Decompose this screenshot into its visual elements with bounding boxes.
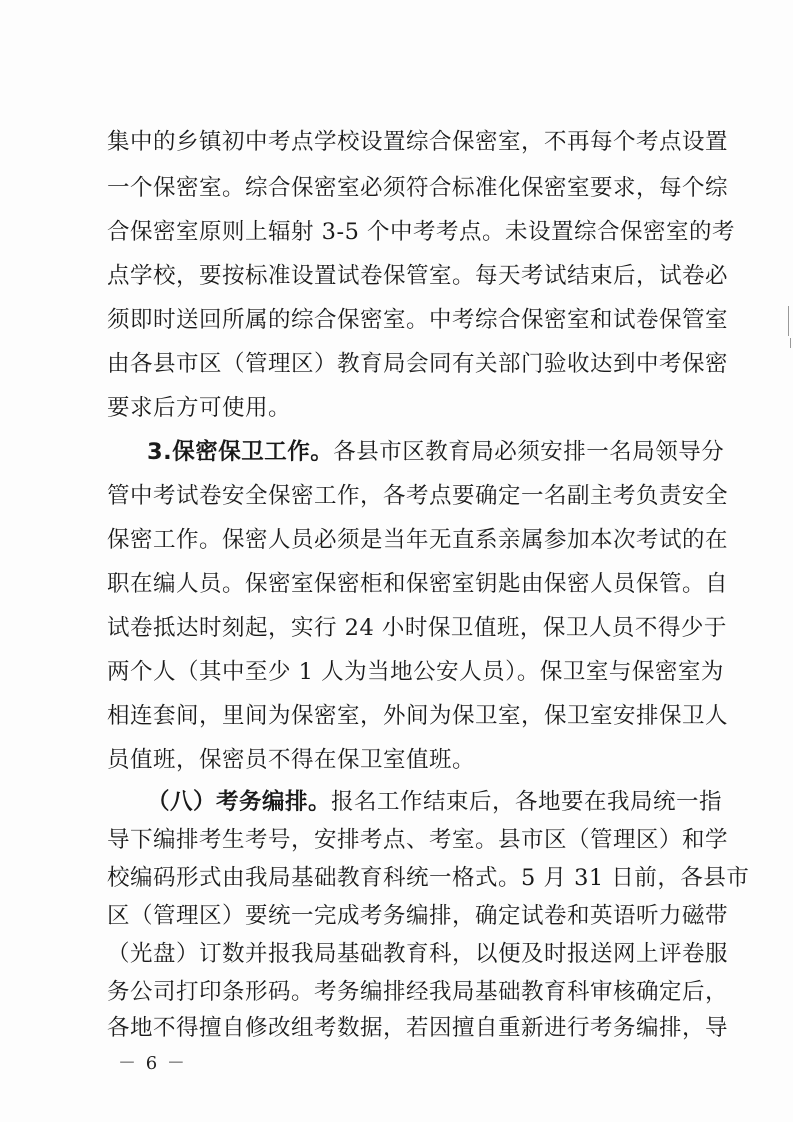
text-line-8: 各县市区教育局必须安排一名局领导分 bbox=[333, 439, 725, 465]
text-line-2: 一个保密室。综合保密室必须符合标准化保密室要求，每个综 bbox=[107, 175, 729, 201]
text-line-14: 相连套间，里间为保密室，外间为保卫室，保卫室安排保卫人 bbox=[107, 703, 729, 729]
text-line-3: 合保密室原则上辐射 3-5 个中考考点。未设置综合保密室的考 bbox=[107, 219, 736, 245]
scan-edge-mark-2 bbox=[790, 338, 791, 348]
text-line-22: 各地不得擅自修改组考数据，若因擅自重新进行考务编排，导 bbox=[107, 1015, 729, 1041]
text-line-19: 区（管理区）要统一完成考务编排，确定试卷和英语听力磁带 bbox=[107, 903, 729, 929]
text-line-9: 管中考试卷安全保密工作，各考点要确定一名副主考负责安全 bbox=[107, 483, 729, 509]
text-line-5: 须即时送回所属的综合保密室。中考综合保密室和试卷保管室 bbox=[107, 307, 729, 333]
text-line-6: 由各县市区（管理区）教育局会同有关部门验收达到中考保密 bbox=[107, 351, 729, 377]
section-heading-line-security bbox=[147, 434, 725, 470]
text-line-4: 点学校，要按标准设置试卷保管室。每天考试结束后，试卷必 bbox=[107, 263, 729, 289]
text-line-7: 要求后方可使用。 bbox=[107, 395, 292, 421]
text-line-15: 员值班，保密员不得在保卫室值班。 bbox=[107, 747, 476, 773]
text-line-16: 报名工作结束后，各地要在我局统一指 bbox=[331, 789, 723, 815]
text-line-11: 职在编人员。保密室保密柜和保密室钥匙由保密人员保管。自 bbox=[107, 571, 729, 597]
text-line-13: 两个人（其中至少 1 人为当地公安人员）。保卫室与保密室为 bbox=[107, 659, 724, 685]
text-line-20: （光盘）订数并报我局基础教育科，以便及时报送网上评卷服 bbox=[107, 941, 729, 967]
page-number: － 6 － bbox=[118, 1053, 187, 1074]
text-line-12: 试卷抵达时刻起，实行 24 小时保卫值班，保卫人员不得少于 bbox=[107, 615, 727, 641]
text-line-18: 校编码形式由我局基础教育科统一格式。5 月 31 日前，各县市 bbox=[107, 865, 750, 891]
text-line-1: 集中的乡镇初中考点学校设置综合保密室，不再每个考点设置 bbox=[107, 129, 729, 155]
text-line-10: 保密工作。保密人员必须是当年无直系亲属参加本次考试的在 bbox=[107, 527, 729, 553]
scan-edge-mark bbox=[788, 306, 789, 336]
text-line-17: 导下编排考生考号，安排考点、考室。县市区（管理区）和学 bbox=[107, 827, 729, 853]
section-heading-exam-arrangement: （八）考务编排。 bbox=[147, 789, 332, 815]
section-heading-security: 3.保密保卫工作。 bbox=[147, 439, 334, 465]
text-line-21: 务公司打印条形码。考务编排经我局基础教育科审核确定后， bbox=[107, 979, 729, 1005]
section-heading-line-exam-arrangement bbox=[147, 784, 723, 820]
